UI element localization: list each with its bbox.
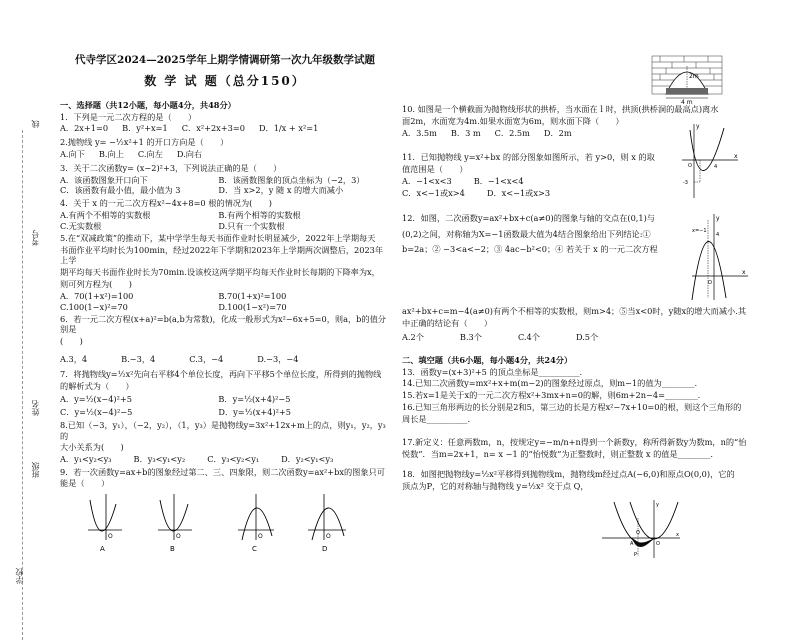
option: A．−1<x<3 (402, 176, 452, 187)
option: A．2x+1=0 (60, 123, 109, 134)
option: B．该函数图象的顶点坐标为（−2，3） (218, 174, 365, 185)
svg-text:A: A (630, 541, 634, 547)
q14: 14.已知二次函数y=mx²+x+m(m−2)的图象经过原点，则m−1的值为________. (402, 378, 698, 389)
option: B.70(1+x)²=100 (218, 290, 287, 301)
margin-school: 学校 (15, 568, 24, 584)
option: C．该函数有最小值，最小值为 3 (60, 185, 181, 196)
q16-line-1: 16.已知三角形两边的长分别是2和5，第三边的长是方程x²−7x+10=0的根，则这个三角形的 (402, 402, 742, 413)
q9-label-c: C (252, 544, 257, 552)
q15: 15.若x=1是关于x的一元二次方程x²+3mx+n=0的解，则6m+2n−4=________. (402, 390, 701, 401)
svg-text:Q: Q (636, 530, 640, 536)
q9-label-d: D (322, 544, 328, 552)
option: B.有两个相等的实数根 (218, 210, 301, 221)
option: B.3个 (459, 331, 482, 342)
q11-line-1: 11．已知抛物线 y=x²+bx 的部分图象如图所示，若 y>0，则 x 的取 (402, 152, 655, 163)
option: D．x<−1或x>3 (486, 187, 551, 198)
option: B.−3，4 (121, 354, 156, 365)
q5-line-1: 5.在“双减政策”的推动下，某中学学生每天书面作业时长明显减少，2022年上学期每天 (60, 232, 376, 243)
q1-stem: 1．下列是一元二次方程的是（ ） (60, 111, 197, 122)
q6-line-1: 6．若一元二次方程(x+a)²=b(a,b为常数)，化成一般形式为x²−6x+5=0，则a，b的值分别是 (60, 313, 386, 335)
option: A．y=½(x−4)²+5 (60, 393, 132, 404)
q2-stem: 2.抛物线 y= −½x²+1 的开口方向是（ ） (60, 137, 229, 148)
svg-text:y: y (696, 123, 700, 130)
svg-text:x: x (742, 269, 746, 276)
q9-graph-b (158, 494, 192, 552)
svg-text:y: y (716, 215, 720, 222)
margin-label-line: 线 (31, 120, 40, 128)
q7-line-2: 的解析式为（ ） (60, 380, 134, 391)
q11-line-2: 值范围是（ ） (402, 164, 468, 175)
option: B．3 m (450, 127, 481, 138)
left-column (60, 52, 390, 590)
exam-subtitle: 数 学 试 题（总分150） (144, 73, 306, 88)
svg-text:x=−1: x=−1 (692, 228, 707, 234)
binding-margin (0, 60, 40, 590)
q5-line-3: 期平均每天书面作业时长为70min.设该校这两学期平均每天作业时长每期的下降率为x， (60, 267, 380, 278)
option: C.3，−4 (189, 354, 224, 365)
q4-stem: 4．关于 x 的一元二次方程x²−4x+8=0 根的情况为( ) (60, 198, 272, 209)
margin-class: 班级 (31, 462, 40, 478)
section-2-heading: 二、填空题（共6小题，每小题4分，共24分） (402, 354, 573, 365)
q12-line-3: b=2a；② −3<a<−2；③ 4ac−b²<0；④ 若关于 x 的一元二次方程 (402, 244, 658, 255)
spacer (402, 52, 787, 104)
option: B．y₃<y₁<y₂ (133, 454, 186, 465)
q8-line-2: 大小关系为( ) (60, 442, 124, 453)
q6-line-2: ( ) (60, 336, 83, 347)
svg-text:4: 4 (714, 164, 718, 170)
q4-options (60, 210, 390, 232)
svg-text:x: x (676, 532, 679, 538)
svg-text:-3: -3 (683, 180, 688, 186)
option: D.只有一个实数根 (218, 220, 285, 231)
svg-text:4: 4 (716, 232, 720, 238)
q12-options (402, 332, 787, 343)
q17-line-1: 17.新定义：任意两数m，n，按规定y=−m/n+n得到一个新数y，称所得新数y为数m，n的“怡 (402, 436, 747, 447)
svg-text:x: x (734, 153, 738, 160)
option: D．y₂<y₁<y₃ (281, 454, 334, 465)
svg-text:O: O (656, 541, 660, 547)
q9-graph-a (88, 494, 122, 552)
q8-options (60, 454, 390, 465)
q10-fig-height: 2m (689, 73, 699, 80)
option: D．y=½(x+4)²+5 (218, 406, 291, 417)
option: D．2m (543, 127, 572, 138)
q12-parabola-figure (690, 212, 750, 302)
option: B．y²+x=1 (122, 123, 168, 134)
svg-text:O: O (688, 163, 692, 169)
option: D.5个 (575, 331, 599, 342)
svg-text:O: O (326, 532, 331, 540)
q12-line-5: 中正确的结论有（ ） (402, 318, 493, 329)
q6-options (60, 354, 390, 365)
option: A.2个 (402, 331, 424, 342)
q18-line-1: 18．如图把抛物线y=½x²平移得到抛物线m，抛物线m经过点A(−6,0)和原点O(0,0)，它的 (402, 469, 735, 480)
q9-graph-c (238, 494, 274, 552)
option: C．y₃<y₂<y₁ (207, 454, 260, 465)
svg-text:O: O (176, 532, 181, 540)
option: C.4个 (517, 331, 540, 342)
q7-line-1: 7．将抛物线y=½x²先向右平移4个单位长度，再向下平移5个单位长度，所得到的抛物线 (60, 368, 382, 379)
q18-line-2: 顶点为P，它的对称轴与抛物线 y=½x² 交于点 Q， (402, 481, 589, 492)
q10-line-1: 10. 如图是一个横截面为抛物线形状的拱桥，当水面在 l 时，拱顶(拱桥洞的最高点)离水 (402, 104, 719, 114)
option: C.无实数根 (60, 220, 102, 231)
svg-text:O: O (708, 280, 712, 286)
q9-label-b: B (170, 544, 175, 552)
option: A.3，4 (60, 354, 88, 365)
q12-line-1: 12．如图，二次函数y=ax²+bx+c(a≠0)的图象与轴的交点在(0,1)与 (402, 212, 655, 223)
margin-exam-no: 考号 (31, 230, 40, 246)
exam-title: 代寺学区2024—2025学年上期学情调研第一次九年级数学试题 (75, 54, 375, 66)
option: A．3.5m (402, 127, 437, 138)
option: C．y=½(x−4)²−5 (60, 406, 133, 417)
binding-line (22, 130, 23, 640)
option: A．y₁<y₂<y₃ (60, 454, 112, 465)
q16-line-2: 周长是__________. (402, 413, 471, 424)
svg-text:y: y (656, 502, 659, 508)
svg-text:P: P (634, 552, 638, 558)
option: B．−1<x<4 (473, 176, 524, 187)
q8-line-1: 8.已知（−3，y₁），（−2，y₂），（1，y₃）是抛物线y=3x²+12x+m上的点，则y₁，y₂，y₃的 (60, 419, 386, 441)
option: C．x²+2x+3=0 (181, 123, 245, 134)
q12-line-4: ax²+bx+c=m−4(a≠0)有两个不相等的实数根，则m>4；⑤当x<0时，y随x的增大而减小.其 (402, 306, 747, 317)
q10-fig-width: 4 m (681, 99, 693, 104)
q5-options (60, 291, 390, 313)
svg-text:O: O (258, 532, 263, 540)
q11-parabola-figure (680, 120, 740, 200)
q17-line-2: 悦数”．当m=2x+1，n= x −1 的“怡悦数”为正整数时，则正整数 x 的值是________. (402, 448, 714, 459)
q13: 13．函数y=(x+3)²+5 的顶点坐标是__________. (402, 366, 583, 377)
q2-options (60, 149, 390, 160)
option: C．x<−1或x>4 (402, 187, 465, 198)
margin-name: 姓名 (31, 400, 40, 416)
q3-options (60, 175, 390, 197)
q5-line-4: 则可列方程为( ) (60, 279, 132, 290)
option: D.100(1−x²)=70 (218, 301, 287, 312)
option: C．2.5m (494, 127, 530, 138)
q3-stem: 3．关于二次函数y= (x−2)²+3，下列说法正确的是（ ） (60, 162, 282, 173)
q5-line-2: 书面作业平均时长为100min，经过2022年下学期和2023年上学期两次调整后，2023年上学 (60, 244, 384, 266)
q12-line-2: (0,2)之间，对称轴为X=−1函数最大值为4结合图象给出下列结论:① (402, 228, 651, 239)
section-1-heading: 一、选择题（共12小题，每小题4分，共48分） (60, 99, 236, 110)
option: B.向上 (98, 149, 124, 159)
option: C.向左 (137, 149, 163, 159)
option: C.100(1−x)²=70 (60, 301, 128, 312)
q10-line-2: 面2m，水面宽为4m.如果水面宽为6m，则水面下降（ ） (402, 115, 624, 126)
q9-graph-d (308, 494, 346, 552)
option: A．该函数图象开口向下 (60, 174, 148, 185)
q7-options (60, 393, 390, 419)
q9-stem: 9．若一次函数y=ax+b的图象经过第二、三、四象限，则二次函数y=ax²+bx的图象只可能是（ ） (60, 467, 385, 488)
q9-label-a: A (100, 544, 105, 552)
svg-text:O: O (108, 532, 113, 540)
option: D.向右 (176, 149, 203, 159)
option: A.有两个不相等的实数根 (60, 210, 151, 221)
option: D．当 x>2，y 随 x 的增大而减小 (218, 185, 344, 196)
option: D．1/x + x²=1 (258, 123, 319, 134)
option: D.−3，−4 (257, 354, 299, 365)
q18-parabola-figure (600, 498, 682, 560)
q9-graphs (60, 490, 380, 552)
option: B．y=½(x+4)²−5 (218, 393, 291, 404)
option: A．70(1+x²)=100 (60, 290, 134, 301)
option: A.向下 (60, 149, 85, 159)
q1-options (60, 123, 390, 134)
